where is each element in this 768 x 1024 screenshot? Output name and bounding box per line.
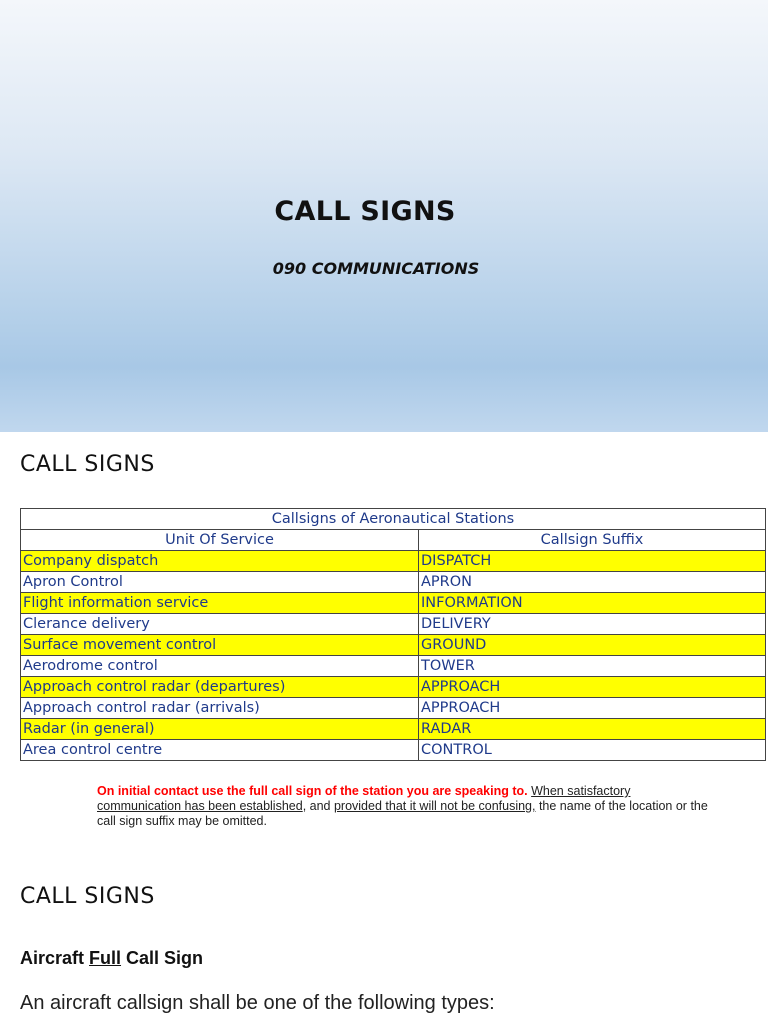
section-heading-2: CALL SIGNS xyxy=(20,884,155,909)
note-text-1: , and xyxy=(302,799,334,813)
subheading-underlined: Full xyxy=(89,948,122,968)
slide-subtitle: 090 COMMUNICATIONS xyxy=(272,259,480,278)
table-row xyxy=(21,719,766,740)
subheading-pre: Aircraft xyxy=(20,948,90,968)
unit-of-service-cell: Area control centre xyxy=(21,740,419,761)
note-underlined-1: When satisfactory communication has been established xyxy=(97,784,631,813)
note-text-2: the name of the location or the call sign suffix may be omitted. xyxy=(97,799,708,828)
body-text: An aircraft callsign shall be one of the following types: xyxy=(20,992,495,1014)
callsigns-table xyxy=(20,508,766,761)
callsign-suffix-cell: APRON xyxy=(419,572,766,593)
unit-of-service-cell: Surface movement control xyxy=(21,635,419,656)
table-row xyxy=(21,551,766,572)
unit-of-service-cell: Flight information service xyxy=(21,593,419,614)
table-row xyxy=(21,635,766,656)
table-row xyxy=(21,656,766,677)
slide-title: CALL SIGNS xyxy=(274,196,456,227)
table-row xyxy=(21,740,766,761)
callsign-suffix-cell: APPROACH xyxy=(419,677,766,698)
callsign-suffix-cell: APPROACH xyxy=(419,698,766,719)
title-slide xyxy=(0,0,768,432)
subheading xyxy=(20,948,203,969)
callsign-suffix-cell: INFORMATION xyxy=(419,593,766,614)
column-header-unit: Unit Of Service xyxy=(21,530,419,551)
section-heading: CALL SIGNS xyxy=(20,452,155,477)
unit-of-service-cell: Radar (in general) xyxy=(21,719,419,740)
unit-of-service-cell: Company dispatch xyxy=(21,551,419,572)
unit-of-service-cell: Aerodrome control xyxy=(21,656,419,677)
note-emphasis: On initial contact use the full call sign of the station you are speaking to. xyxy=(97,784,528,798)
unit-of-service-cell: Approach control radar (arrivals) xyxy=(21,698,419,719)
table-row xyxy=(21,677,766,698)
callsign-suffix-cell: CONTROL xyxy=(419,740,766,761)
table-row xyxy=(21,614,766,635)
note-underlined-2: provided that it will not be confusing, xyxy=(333,799,536,813)
callsign-suffix-cell: RADAR xyxy=(419,719,766,740)
unit-of-service-cell: Clerance delivery xyxy=(21,614,419,635)
unit-of-service-cell: Approach control radar (departures) xyxy=(21,677,419,698)
table-caption: Callsigns of Aeronautical Stations xyxy=(21,509,766,530)
table-row xyxy=(21,572,766,593)
contact-note xyxy=(97,784,717,829)
table-body xyxy=(21,551,766,761)
unit-of-service-cell: Apron Control xyxy=(21,572,419,593)
column-header-suffix: Callsign Suffix xyxy=(419,530,766,551)
table-row xyxy=(21,593,766,614)
callsign-suffix-cell: DELIVERY xyxy=(419,614,766,635)
subheading-post: Call Sign xyxy=(121,948,204,968)
callsign-suffix-cell: DISPATCH xyxy=(419,551,766,572)
callsign-suffix-cell: TOWER xyxy=(419,656,766,677)
table-row xyxy=(21,698,766,719)
callsign-suffix-cell: GROUND xyxy=(419,635,766,656)
